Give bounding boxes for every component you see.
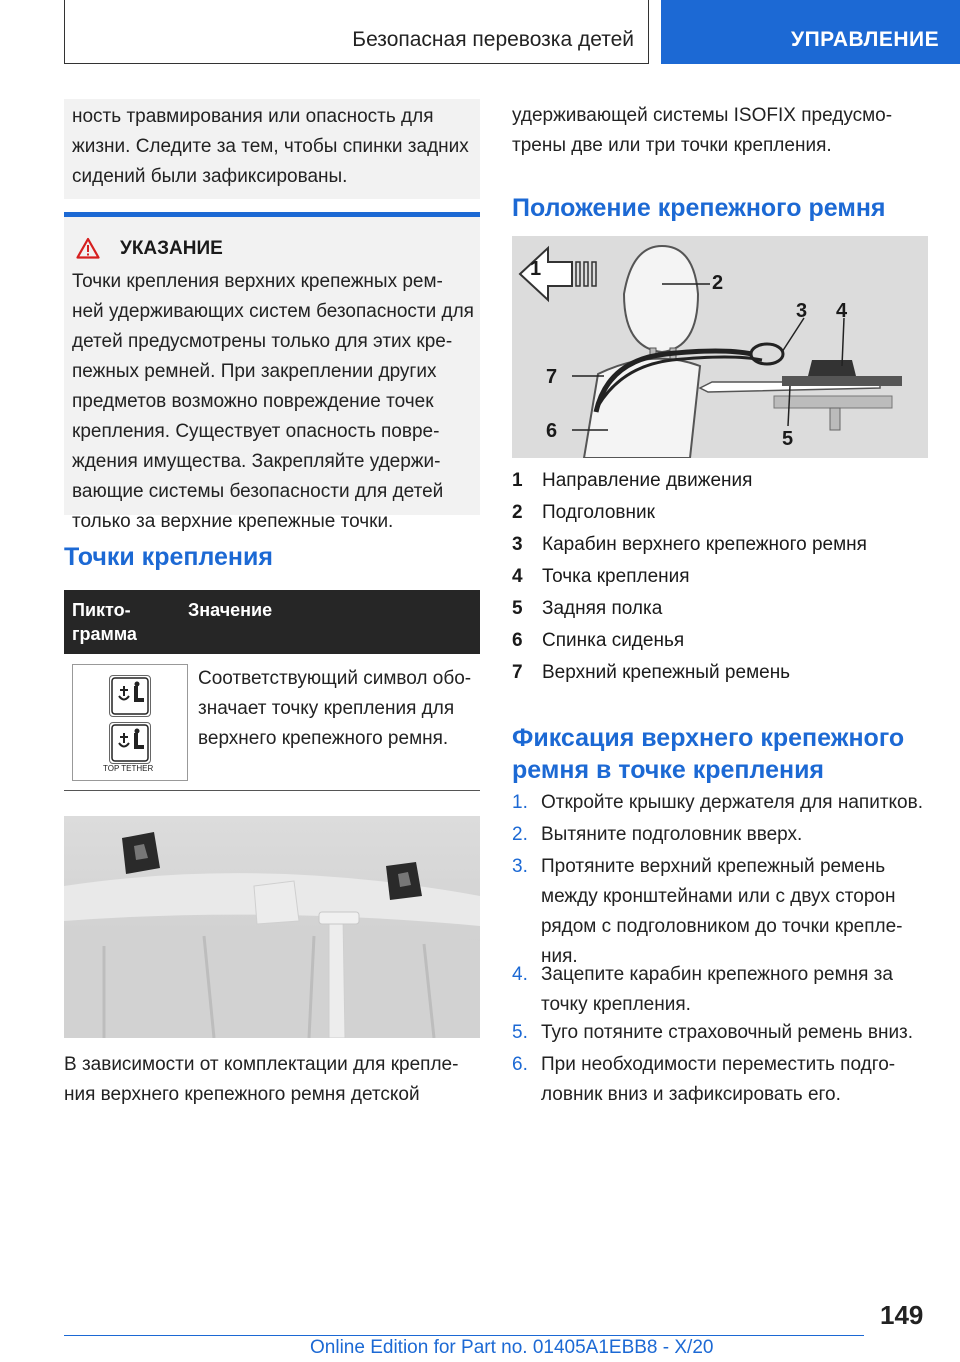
step-line: между кронштейнами или с двух сторон [541,886,896,907]
col-header-line: грамма [72,624,137,644]
meaning-line: Соответствующий символ обо- [198,668,472,689]
legend-num: 4 [512,566,523,587]
top-tether-icon [109,722,151,764]
section-title-strap-position: Положение крепежного ремня [512,194,886,222]
legend-text: Точка крепления [542,566,690,587]
step-number: 1. [512,792,528,813]
step-number: 5. [512,1022,528,1043]
notice-line: ней удерживающих систем безопасности для [72,301,474,322]
notice-line: детей предусмотрены только для этих кре- [72,331,453,352]
intro-line: жизни. Следите за тем, чтобы спинки задних [72,136,469,157]
step-line: Вытяните подголовник вверх. [541,824,803,845]
notice-line: предметов возможно повреждение точек [72,391,434,412]
callout-2: 2 [712,272,724,294]
step-text [541,820,936,850]
legend-text: Направление движения [542,470,753,491]
strap-position-diagram [512,236,928,458]
outro-line: В зависимости от комплектации для крепле- [64,1054,459,1075]
warning-icon [76,237,100,259]
callout-1: 1 [530,258,542,280]
callout-4: 4 [836,300,848,322]
step-line: ния. [541,946,578,967]
meaning-line: верхнего крепежного ремня. [198,728,449,749]
outro-line: ния верхнего крепежного ремня детской [64,1084,420,1105]
legend-num: 1 [512,470,523,491]
legend-text: Верхний крепежный ремень [542,662,791,683]
header-title-box [64,0,649,64]
page-number: 149 [880,1300,924,1330]
top-tether-caption: TOP TETHER [103,764,154,773]
table-bottom-rule [64,790,480,791]
header-section-tab[interactable] [661,0,960,64]
legend-num: 3 [512,534,523,555]
step-number: 2. [512,824,528,845]
section-label: УПРАВЛЕНИЕ [791,28,940,51]
anchor-cover-left [122,832,160,874]
legend-text: Карабин верхнего крепежного ремня [542,534,867,555]
step-line: ловник вниз и зафиксировать его. [541,1084,841,1105]
right-intro-line: удерживающей системы ISOFIX предусмо- [512,105,893,126]
section-title-fixing-line2: ремня в точке крепления [512,756,825,784]
notice-line: ждения имущества. Закрепляйте удержи- [72,451,441,472]
section-title-fixing: Фиксация верхнего крепежного [512,724,905,752]
legend-text: Спинка сиденья [542,630,685,651]
footer-rule [64,1335,864,1336]
step-line: рядом с подголовником до точки крепле- [541,916,903,937]
step-line: Откройте крышку держателя для напитков. [541,792,923,813]
table-col-meaning: Значение [188,600,273,620]
right-intro-line: трены две или три точки крепления. [512,135,832,156]
table-col-pictogram [72,598,137,646]
notice-line: вающие системы безопасности для детей [72,481,444,502]
step-text [541,788,936,818]
step-text [541,852,936,972]
intro-warning-box [64,99,480,199]
legend-text: Задняя полка [542,598,663,619]
step-line: Протяните верхний крепежный ремень [541,856,886,877]
rear-seat-photo [64,816,480,1038]
legend-num: 2 [512,502,523,523]
anchor-seat-icon [109,675,151,717]
notice-line: пежных ремней. При закреплении других [72,361,437,382]
callout-3: 3 [796,300,808,322]
step-line: Зацепите карабин крепежного ремня за [541,964,893,985]
callout-7: 7 [546,366,558,388]
notice-line: Точки крепления верхних крепежных рем- [72,271,443,292]
step-line: При необходимости переместить подго- [541,1054,896,1075]
notice-box [64,217,480,532]
step-number: 3. [512,856,528,877]
intro-line: ность травмирования или опасность для [72,106,434,127]
legend-text: Подголовник [542,502,655,523]
step-text [541,960,936,1020]
table-header [64,590,480,654]
anchor-cover-right [386,862,422,900]
notice-title: УКАЗАНИЕ [120,238,223,259]
chapter-title: Безопасная перевозка детей [352,28,634,51]
section-title-anchor-points: Точки крепления [64,543,273,571]
pictogram-cell [72,664,188,781]
legend-num: 6 [512,630,523,651]
legend-num: 5 [512,598,523,619]
footer-edition: Online Edition for Part no. 01405A1EBB8 - X/20 [310,1337,714,1358]
notice-line: крепления. Существует опасность повре- [72,421,440,442]
step-line: точку крепления. [541,994,691,1015]
step-text [541,1050,936,1110]
col-header-line: Пикто- [72,600,131,620]
legend-num: 7 [512,662,523,683]
callout-6: 6 [546,420,558,442]
meaning-line: значает точку крепления для [198,698,455,719]
notice-line: только за верхние крепежные точки. [72,511,394,532]
step-number: 4. [512,964,528,985]
callout-5: 5 [782,428,794,450]
step-number: 6. [512,1054,528,1075]
step-text [541,1018,936,1048]
intro-line: сидений были зафиксированы. [72,166,348,187]
step-line: Туго потяните страховочный ремень вниз. [541,1022,914,1043]
